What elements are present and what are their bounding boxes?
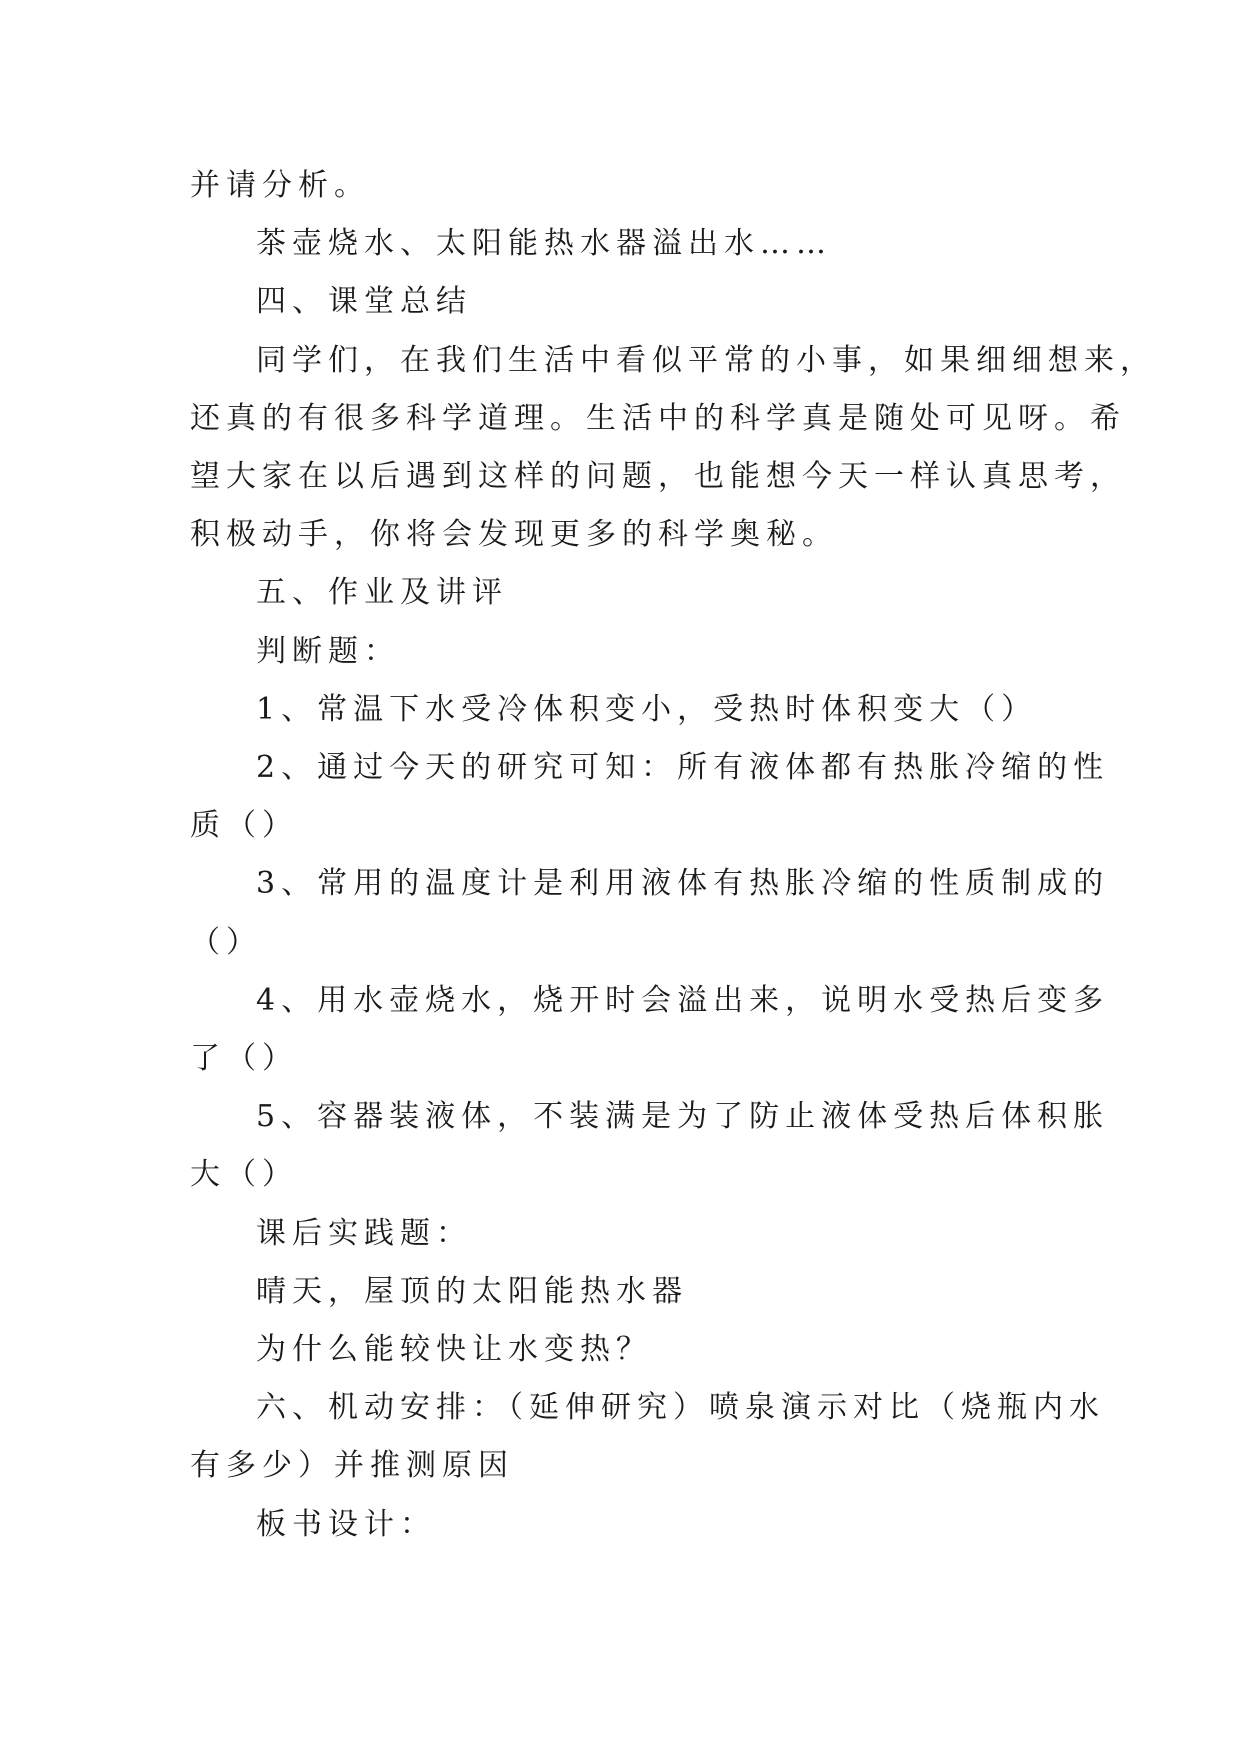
- paragraph-14-line-0: 六、机动安排：（延伸研究）喷泉演示对比（烧瓶内水: [256, 1390, 1105, 1426]
- paragraph-10-line-1: 大（）: [190, 1157, 298, 1193]
- paragraph-2-line-0: 四、课堂总结: [256, 284, 472, 320]
- document-body: [190, 157, 1156, 1554]
- paragraph-7-line-1: 质（）: [190, 808, 298, 844]
- paragraph-9-line-0: 4、用水壶烧水，烧开时会溢出来，说明水受热后变多: [256, 982, 1110, 1018]
- paragraph-0-line-0: 并请分析。: [190, 168, 370, 203]
- paragraph-3-line-1: 还真的有很多科学道理。生活中的科学真是随处可见呀。希: [190, 400, 1126, 436]
- paragraph-3-line-3: 积极动手，你将会发现更多的科学奥秘。: [190, 517, 838, 553]
- paragraph-10-line-0: 5、容器装液体，不装满是为了防止液体受热后体积胀: [256, 1099, 1110, 1135]
- paragraph-3-line-0: 同学们，在我们生活中看似平常的小事，如果细细想来，: [256, 342, 1156, 378]
- paragraph-13-line-0: 为什么能较快让水变热？: [256, 1332, 652, 1368]
- paragraph-8-line-0: 3、常用的温度计是利用液体有热胀冷缩的性质制成的: [256, 866, 1110, 902]
- paragraph-7-line-0: 2、通过今天的研究可知：所有液体都有热胀冷缩的性: [256, 750, 1110, 786]
- paragraph-12-line-0: 晴天，屋顶的太阳能热水器: [256, 1273, 688, 1309]
- paragraph-5-line-0: 判断题：: [256, 633, 400, 669]
- paragraph-15-line-0: 板书设计：: [256, 1506, 436, 1542]
- paragraph-6-line-0: 1、常温下水受冷体积变小，受热时体积变大（）: [256, 691, 1038, 727]
- paragraph-14-line-1: 有多少）并推测原因: [190, 1448, 514, 1484]
- paragraph-11-line-0: 课后实践题：: [256, 1215, 472, 1251]
- paragraph-9-line-1: 了（）: [190, 1041, 298, 1077]
- paragraph-1-line-0: 茶壶烧水、太阳能热水器溢出水……: [256, 226, 832, 262]
- paragraph-4-line-0: 五、作业及讲评: [256, 575, 508, 611]
- paragraph-3-line-2: 望大家在以后遇到这样的问题，也能想今天一样认真思考，: [190, 459, 1126, 495]
- paragraph-8-line-1: （）: [190, 924, 262, 960]
